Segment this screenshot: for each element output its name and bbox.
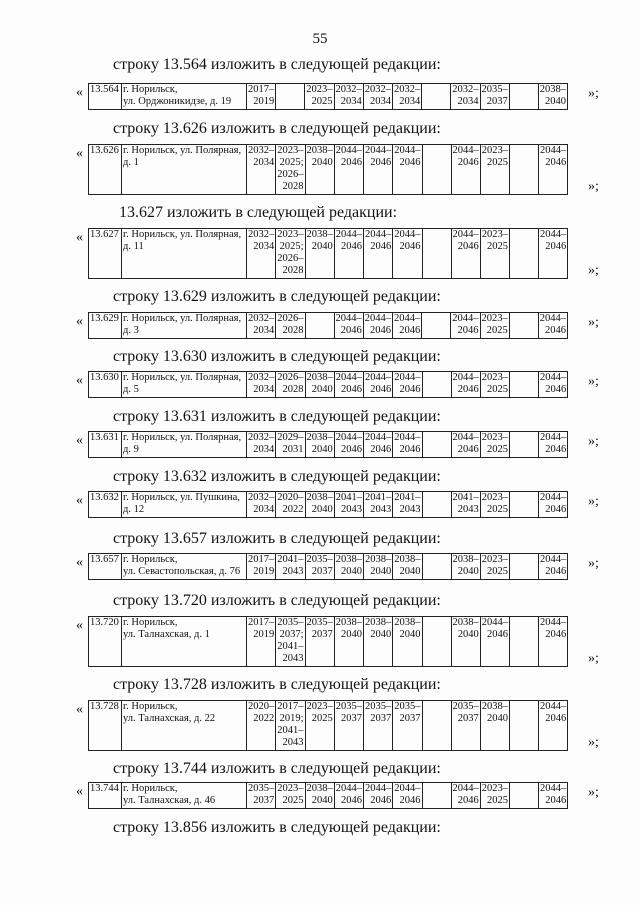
record-address: г. Норильск, ул. Пушкина, д. 12 (122, 492, 247, 518)
record-address: г. Норильск, ул. Полярная, д. 11 (122, 229, 247, 279)
period-cell: 2044– 2046 (480, 617, 509, 667)
period-cell: 2038– 2040 (305, 229, 334, 279)
record-table (88, 312, 568, 339)
period-cell: 2038– 2040 (451, 554, 480, 580)
record-number: 13.631 (89, 432, 122, 458)
period-cell (510, 229, 539, 279)
period-cell (509, 84, 538, 110)
record-number: 13.627 (89, 229, 122, 279)
period-cell (422, 783, 451, 809)
table-row (89, 492, 568, 518)
period-cell: 2044– 2046 (364, 229, 393, 279)
record-address: г. Норильск, ул. Орджоникидзе, д. 19 (122, 84, 247, 110)
table-row (89, 313, 568, 339)
record-address: г. Норильск, ул. Полярная, д. 1 (122, 145, 247, 195)
record-table (88, 616, 568, 667)
period-cell: 2038– 2040 (364, 617, 393, 667)
period-cell: 2044– 2046 (364, 145, 393, 195)
period-cell: 2038– 2040 (538, 84, 567, 110)
period-cell: 2044– 2046 (539, 372, 568, 398)
period-cell (422, 313, 451, 339)
open-quote: « (76, 618, 83, 633)
period-cell: 2035– 2037 (364, 701, 393, 751)
open-quote: « (76, 702, 83, 717)
period-cell: 2035– 2037 (480, 84, 509, 110)
period-cell (422, 701, 451, 751)
close-quote: »; (588, 86, 599, 101)
replacement-row (76, 553, 616, 579)
period-cell: 2044– 2046 (364, 432, 393, 458)
table-row (89, 701, 568, 751)
period-cell: 2023– 2025 (480, 492, 509, 518)
period-cell: 2032– 2034 (363, 84, 392, 110)
period-cell: 2038– 2040 (480, 701, 509, 751)
replacement-row (76, 616, 616, 666)
replacement-row (76, 700, 616, 750)
period-cell: 2032– 2034 (247, 432, 276, 458)
period-cell: 2017– 2019 (247, 84, 276, 110)
period-cell: 2044– 2046 (539, 617, 568, 667)
period-cell: 2029– 2031 (276, 432, 305, 458)
period-cell: 2038– 2040 (364, 554, 393, 580)
period-cell: 2038– 2040 (305, 492, 334, 518)
period-cell (510, 783, 539, 809)
period-cell: 2038– 2040 (305, 372, 334, 398)
record-number: 13.657 (89, 554, 122, 580)
close-quote: »; (588, 434, 599, 449)
period-cell: 2035– 2037 (393, 701, 422, 751)
period-cell: 2035– 2037 (451, 701, 480, 751)
period-cell: 2017– 2019 (247, 554, 276, 580)
period-cell: 2041– 2043 (451, 492, 480, 518)
period-cell: 2023– 2025 (276, 783, 305, 809)
record-table (88, 553, 568, 580)
period-cell: 2038– 2040 (334, 617, 363, 667)
period-cell (510, 145, 539, 195)
record-address: г. Норильск, ул. Талнахская, д. 1 (122, 617, 247, 667)
period-cell: 2020– 2022 (276, 492, 305, 518)
close-quote: »; (588, 735, 599, 750)
close-quote: »; (588, 315, 599, 330)
open-quote: « (76, 146, 83, 161)
period-cell (510, 554, 539, 580)
replacement-row (76, 228, 616, 278)
record-number: 13.629 (89, 313, 122, 339)
open-quote: « (76, 433, 83, 448)
period-cell: 2044– 2046 (539, 492, 568, 518)
period-cell (509, 313, 538, 339)
table-row (89, 372, 568, 398)
period-cell: 2044– 2046 (363, 313, 392, 339)
open-quote: « (76, 493, 83, 508)
open-quote: « (76, 373, 83, 388)
open-quote: « (76, 784, 83, 799)
section-heading: строку 13.744 изложить в следующей редакции: (113, 760, 441, 777)
table-row (89, 229, 568, 279)
open-quote: « (76, 230, 83, 245)
period-cell: 2023– 2025 (480, 783, 509, 809)
page-number: 55 (312, 31, 328, 47)
period-cell: 2020– 2022 (247, 701, 276, 751)
period-cell: 2035– 2037 (305, 617, 334, 667)
record-address: г. Норильск, ул. Полярная, д. 3 (122, 313, 247, 339)
period-cell: 2044– 2046 (334, 313, 363, 339)
period-cell: 2038– 2040 (305, 432, 334, 458)
period-cell: 2044– 2046 (334, 783, 363, 809)
period-cell: 2044– 2046 (393, 313, 422, 339)
close-quote: »; (588, 374, 599, 389)
period-cell: 2038– 2040 (393, 617, 422, 667)
period-cell: 2032– 2034 (393, 84, 422, 110)
record-number: 13.744 (89, 783, 122, 809)
close-quote: »; (588, 263, 599, 278)
period-cell: 2041– 2043 (334, 492, 363, 518)
close-quote: »; (588, 556, 599, 571)
section-heading: строку 13.728 изложить в следующей редакции: (113, 676, 441, 693)
table-row (89, 783, 568, 809)
section-heading: 13.627 изложить в следующей редакции: (119, 204, 398, 221)
record-table (88, 431, 568, 458)
period-cell: 2044– 2046 (539, 432, 568, 458)
record-table (88, 371, 568, 398)
period-cell (510, 492, 539, 518)
period-cell: 2044– 2046 (539, 145, 568, 195)
period-cell (422, 372, 451, 398)
period-cell: 2023– 2025 (480, 432, 509, 458)
period-cell: 2032– 2034 (247, 313, 276, 339)
section-heading: строку 13.657 изложить в следующей редакции: (113, 530, 441, 547)
period-cell: 2023– 2025 (480, 145, 509, 195)
open-quote: « (76, 555, 83, 570)
period-cell: 2023– 2025 (480, 554, 509, 580)
record-table (88, 782, 568, 809)
period-cell: 2044– 2046 (539, 554, 568, 580)
period-cell: 2023– 2025 (305, 701, 334, 751)
record-table (88, 144, 568, 195)
table-row (89, 84, 568, 110)
period-cell: 2044– 2046 (334, 145, 363, 195)
period-cell: 2044– 2046 (364, 372, 393, 398)
period-cell: 2032– 2034 (334, 84, 363, 110)
period-cell: 2038– 2040 (305, 145, 334, 195)
period-cell: 2023– 2025; 2026– 2028 (276, 229, 305, 279)
open-quote: « (76, 85, 83, 100)
period-cell: 2044– 2046 (451, 783, 480, 809)
period-cell (276, 84, 305, 110)
record-number: 13.728 (89, 701, 122, 751)
period-cell: 2026– 2028 (276, 372, 305, 398)
period-cell: 2038– 2040 (393, 554, 422, 580)
period-cell: 2032– 2034 (247, 229, 276, 279)
period-cell (305, 313, 334, 339)
period-cell: 2044– 2046 (393, 372, 422, 398)
record-number: 13.632 (89, 492, 122, 518)
replacement-row (76, 431, 616, 457)
section-heading: строку 13.629 изложить в следующей редакции: (113, 288, 441, 305)
period-cell: 2041– 2043 (276, 554, 305, 580)
section-heading: строку 13.630 изложить в следующей редакции: (113, 348, 441, 365)
record-table (88, 491, 568, 518)
section-heading: строку 13.720 изложить в следующей редакции: (113, 592, 441, 609)
close-quote: »; (588, 785, 599, 800)
period-cell: 2023– 2025 (480, 229, 509, 279)
period-cell (510, 372, 539, 398)
section-heading: строку 13.632 изложить в следующей редакции: (113, 468, 441, 485)
record-address: г. Норильск, ул. Талнахская, д. 22 (122, 701, 247, 751)
period-cell: 2038– 2040 (305, 783, 334, 809)
replacement-row (76, 144, 616, 194)
period-cell: 2044– 2046 (334, 432, 363, 458)
replacement-row (76, 491, 616, 517)
period-cell: 2044– 2046 (451, 229, 480, 279)
open-quote: « (76, 314, 83, 329)
period-cell: 2038– 2040 (451, 617, 480, 667)
period-cell (422, 84, 451, 110)
period-cell (510, 617, 539, 667)
period-cell: 2026– 2028 (276, 313, 305, 339)
record-address: г. Норильск, ул. Полярная, д. 5 (122, 372, 247, 398)
period-cell: 2032– 2034 (247, 145, 276, 195)
period-cell: 2023– 2025; 2026– 2028 (276, 145, 305, 195)
period-cell: 2032– 2034 (247, 492, 276, 518)
record-table (88, 228, 568, 279)
replacement-row (76, 312, 616, 338)
period-cell: 2035– 2037; 2041– 2043 (276, 617, 305, 667)
record-number: 13.564 (89, 84, 122, 110)
close-quote: »; (588, 494, 599, 509)
period-cell: 2044– 2046 (393, 145, 422, 195)
record-address: г. Норильск, ул. Полярная, д. 9 (122, 432, 247, 458)
table-row (89, 145, 568, 195)
period-cell: 2044– 2046 (538, 313, 567, 339)
period-cell: 2041– 2043 (393, 492, 422, 518)
record-table (88, 83, 568, 110)
period-cell (422, 229, 451, 279)
period-cell: 2044– 2046 (393, 783, 422, 809)
table-row (89, 432, 568, 458)
period-cell: 2044– 2046 (451, 372, 480, 398)
period-cell: 2044– 2046 (451, 432, 480, 458)
period-cell (510, 701, 539, 751)
period-cell: 2035– 2037 (334, 701, 363, 751)
period-cell (422, 432, 451, 458)
period-cell: 2044– 2046 (393, 432, 422, 458)
period-cell: 2044– 2046 (451, 313, 480, 339)
record-table (88, 700, 568, 751)
close-quote: »; (588, 651, 599, 666)
record-number: 13.720 (89, 617, 122, 667)
replacement-row (76, 782, 616, 808)
replacement-row (76, 83, 616, 109)
period-cell: 2035– 2037 (247, 783, 276, 809)
period-cell: 2032– 2034 (451, 84, 480, 110)
period-cell: 2044– 2046 (539, 229, 568, 279)
period-cell: 2023– 2025 (480, 313, 509, 339)
period-cell: 2044– 2046 (334, 229, 363, 279)
table-row (89, 554, 568, 580)
section-heading: строку 13.626 изложить в следующей редакции: (113, 120, 441, 137)
period-cell: 2023– 2025 (480, 372, 509, 398)
period-cell: 2023– 2025 (305, 84, 334, 110)
record-number: 13.630 (89, 372, 122, 398)
table-row (89, 617, 568, 667)
period-cell (422, 492, 451, 518)
period-cell: 2044– 2046 (451, 145, 480, 195)
period-cell (422, 145, 451, 195)
record-address: г. Норильск, ул. Севастопольская, д. 76 (122, 554, 247, 580)
period-cell (422, 617, 451, 667)
period-cell (422, 554, 451, 580)
period-cell: 2044– 2046 (539, 701, 568, 751)
period-cell (510, 432, 539, 458)
period-cell: 2044– 2046 (539, 783, 568, 809)
period-cell: 2044– 2046 (393, 229, 422, 279)
close-quote: »; (588, 179, 599, 194)
replacement-row (76, 371, 616, 397)
period-cell: 2035– 2037 (305, 554, 334, 580)
section-heading: строку 13.856 изложить в следующей редакции: (113, 819, 441, 836)
period-cell: 2041– 2043 (364, 492, 393, 518)
section-heading: строку 13.631 изложить в следующей редакции: (113, 408, 441, 425)
record-address: г. Норильск, ул. Талнахская, д. 46 (122, 783, 247, 809)
period-cell: 2044– 2046 (364, 783, 393, 809)
period-cell: 2038– 2040 (334, 554, 363, 580)
period-cell: 2044– 2046 (334, 372, 363, 398)
period-cell: 2032– 2034 (247, 372, 276, 398)
section-heading: строку 13.564 изложить в следующей редакции: (113, 56, 441, 73)
period-cell: 2017– 2019 (247, 617, 276, 667)
period-cell: 2017– 2019; 2041– 2043 (276, 701, 305, 751)
record-number: 13.626 (89, 145, 122, 195)
